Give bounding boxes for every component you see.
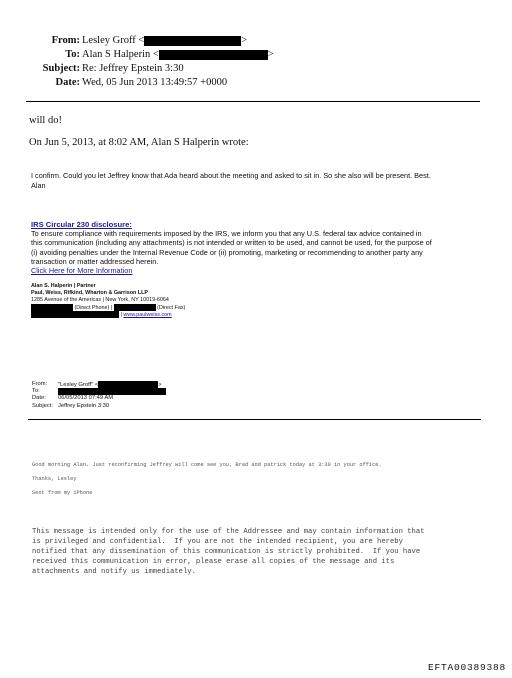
disclaimer-line: This message is intended only for the use of the Addressee and may contain information that [32,528,425,536]
bates-number: EFTA00389388 [427,662,506,673]
irs-line: this communication (including any attachments) is not intended or written to be used, and cannot be used, for the purpose of [31,238,432,248]
signature-website-link[interactable]: www.paulweiss.com [123,311,172,318]
irs-line: To ensure compliance with requirements imposed by the IRS, we inform you that any U.S. federal tax advice contained in [31,229,422,238]
fwd-from-label: From: [32,381,48,387]
original-message-line: Thanks, Lesley [32,476,77,482]
fwd-to-label: To: [32,388,40,395]
header-from-value: Lesley Groff < [82,35,145,46]
quoted-line: Alan [31,180,46,190]
header-subject-row [0,62,300,76]
disclaimer-line: attachments and notify us immediately. [32,568,196,576]
irs-more-info-link[interactable]: Click Here for More Information [31,266,133,275]
irs-disclosure-text [31,229,483,266]
signature-direct-fax: (Direct Fax) [157,304,186,311]
disclaimer-line: notified that any dissemination of this communication is strictly prohibited. If you have [32,548,421,556]
irs-line: (i) avoiding penalties under the Internal Revenue Code or (ii) promoting, marketing or recommending to another party any [31,247,423,257]
irs-disclosure-title: IRS Circular 230 disclosure: [31,220,132,229]
signature-web-row [31,311,172,319]
redaction-block [144,36,241,46]
original-message-line: Sent from my iPhone [32,490,93,496]
signature-name: Alan S. Halperin | Partner [31,283,96,289]
signature-direct-phone: (Direct Phone) | [74,304,113,311]
confidentiality-disclaimer [32,527,492,577]
fwd-date-label: Date: [32,395,46,402]
redaction-block [31,311,119,318]
header-from-label: From: [51,35,80,46]
signature-address: 1285 Avenue of the Americas | New York, NY 10019-6064 [31,297,169,303]
header-from-suffix: > [241,35,248,46]
signature-firm: Paul, Weiss, Rifkind, Wharton & Garrison LLP [31,290,149,296]
quoted-message [31,171,481,190]
disclaimer-line: is privileged and confidential. If you are not the intended recipient, you are hereby [32,538,403,546]
fwd-subject-label: Subject: [32,402,53,409]
redaction-block [159,50,268,60]
header-to-label: To: [65,49,80,60]
reply-text: will do! [29,115,62,126]
header-date-label: Date: [55,77,80,88]
disclaimer-line: received this communication in error, please erase all copies of the message and its [32,558,395,566]
quote-intro: On Jun 5, 2013, at 8:02 AM, Alan S Halperin wrote: [29,137,249,148]
header-subject-label: Subject: [42,63,80,74]
header-to-value: Alan S Halperin < [82,49,159,60]
header-date-value: Wed, 05 Jun 2013 13:49:57 +0000 [82,77,228,88]
header-subject-value: Re: Jeffrey Epstein 3:30 [82,63,184,74]
fwd-from-suffix: > [158,382,162,389]
header-divider [26,101,480,102]
irs-line: transaction or matter addressed herein. [31,256,159,266]
forward-divider [28,419,481,420]
redaction-block [114,304,156,311]
fwd-from-value: "Lesley Groff" < [58,382,99,389]
redaction-block [31,304,73,311]
header-date-row [0,76,300,90]
original-message-line: Good morning Alan. Just reconfirming Jeffrey will come see you, Brad and patrick today at 3:30 in your office. [32,462,382,468]
fwd-date-value: 06/05/2013 07:49 AM [58,395,114,402]
email-header [0,34,300,90]
fwd-subject-value: Jeffrey Epstein 3:30 [58,402,110,409]
signature-web-prefix: | [120,311,124,318]
redaction-block [98,381,158,388]
header-from-row [0,34,300,48]
redaction-block [58,388,166,395]
header-to-row [0,48,300,62]
header-to-suffix: > [267,49,274,60]
quoted-line: I confirm. Could you let Jeffrey know that Ada heard about the meeting and asked to sit in. So she also will be present. Best. [31,171,431,180]
